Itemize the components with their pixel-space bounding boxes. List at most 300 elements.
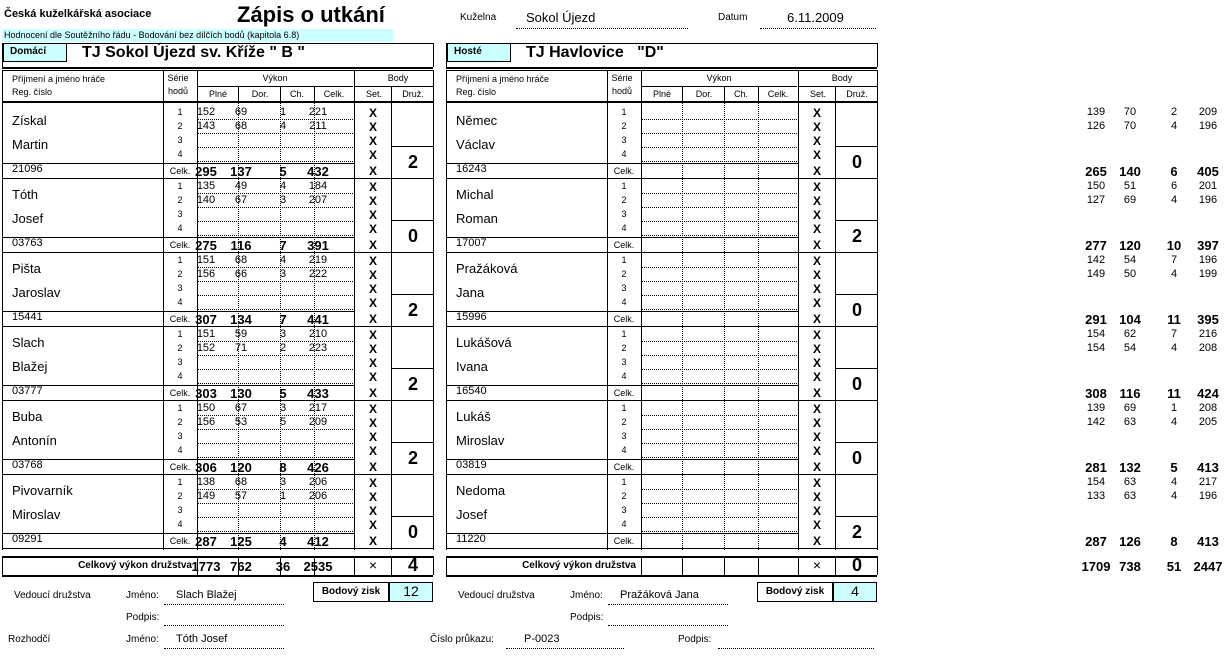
player-total-value: 413 [1197, 460, 1219, 475]
rule-line [798, 101, 799, 550]
series-value: 69 [1123, 402, 1137, 414]
player-total-value: 405 [1197, 164, 1219, 179]
set-mark: X [812, 296, 821, 310]
rule-line [354, 86, 433, 87]
series-number: 4 [177, 445, 183, 455]
player-total-label: Celk. [169, 462, 191, 472]
rule-line [197, 133, 353, 134]
series-value: 151 [196, 328, 216, 340]
player-first-name: Miroslav [12, 507, 61, 522]
player-first-name: Blažej [12, 359, 48, 374]
total-header: Celk. [323, 89, 345, 99]
series-value: 211 [309, 120, 327, 132]
rule-line [2, 474, 433, 475]
series-value: 62 [1123, 328, 1137, 340]
set-mark: X [368, 430, 377, 444]
player-total-label: Celk. [613, 536, 635, 546]
player-total-label: Celk. [613, 314, 635, 324]
venue-label: Kuželna [460, 12, 497, 23]
player-total-value: 130 [230, 386, 252, 401]
set-mark: X [812, 534, 821, 548]
rule-line [197, 101, 198, 550]
series-value: 205 [1198, 416, 1218, 428]
rule-line [446, 459, 798, 460]
series-value: 156 [196, 268, 216, 280]
series-number: 1 [177, 255, 183, 265]
series-number: 3 [621, 135, 627, 145]
series-value: 221 [308, 106, 328, 118]
player-last-name: Nedoma [456, 483, 506, 498]
set-mark: X [368, 402, 377, 416]
player-total-value: 275 [195, 238, 217, 253]
player-total-value: 307 [195, 312, 217, 327]
player-total-value: 291 [1085, 312, 1107, 327]
set-mark: X [812, 328, 821, 342]
rule-line [2, 43, 433, 44]
card-number: P-0023 [524, 633, 560, 645]
series-value: 196 [1198, 490, 1218, 502]
series-value: 7 [1170, 328, 1178, 340]
player-total-value: 441 [307, 312, 329, 327]
rule-line [433, 70, 434, 101]
rule-line [641, 309, 797, 310]
series-number: 4 [177, 297, 183, 307]
series-number: 3 [177, 357, 183, 367]
player-last-name: Michal [456, 187, 494, 202]
performance-header: Výkon [706, 73, 732, 83]
series-number: 2 [621, 491, 627, 501]
rule-line [641, 147, 797, 148]
series-number: 4 [177, 149, 183, 159]
rule-line [798, 86, 877, 87]
team-total-value: 36 [275, 559, 291, 574]
home-team-name: TJ Sokol Újezd sv. Kříže " B " [82, 44, 305, 61]
player-first-name: Jana [456, 285, 485, 300]
points-gain-value: 4 [833, 582, 877, 602]
date-label: Datum [718, 12, 748, 23]
set-mark: X [812, 194, 821, 208]
series-value: 199 [1198, 268, 1218, 280]
leader-name: Pražáková Jana [620, 589, 699, 601]
rule-line [446, 70, 447, 101]
home-label: Domácí [3, 43, 67, 62]
rule-line [446, 311, 798, 312]
player-total-value: 426 [307, 460, 329, 475]
set-mark: X [368, 504, 377, 518]
set-mark: X [812, 120, 821, 134]
series-number: 2 [177, 417, 183, 427]
series-value: 3 [279, 268, 287, 280]
series-number: 2 [177, 269, 183, 279]
rule-line [2, 163, 354, 164]
player-total-value: 8 [1170, 534, 1178, 549]
rule-line [758, 101, 759, 550]
player-total-label: Celk. [169, 536, 191, 546]
player-total-value: 391 [307, 238, 329, 253]
rule-line [835, 101, 836, 550]
player-reg-number: 03768 [12, 459, 43, 471]
set-mark: X [812, 402, 821, 416]
series-number: 2 [621, 269, 627, 279]
rule-line [758, 86, 759, 101]
series-value: 133 [1086, 490, 1106, 502]
rule-line [641, 221, 797, 222]
series-value: 151 [196, 254, 216, 266]
series-value: 135 [196, 180, 216, 192]
series-value: 206 [308, 476, 328, 488]
rule-line [197, 295, 353, 296]
rule-line [197, 457, 353, 458]
series-value: 216 [1198, 328, 1218, 340]
player-total-value: 424 [1197, 386, 1219, 401]
series-value: 54 [1123, 342, 1137, 354]
series-value: 50 [1123, 268, 1137, 280]
rule-line [197, 309, 353, 310]
series-value: 154 [1086, 328, 1106, 340]
series-value: 1 [279, 106, 287, 118]
series-value: 4 [1170, 120, 1178, 132]
rule-line [391, 220, 433, 221]
player-points: 0 [851, 152, 862, 172]
series-value: 154 [1086, 476, 1106, 488]
set-mark: X [368, 208, 377, 222]
player-first-name: Jaroslav [12, 285, 61, 300]
rule-line [641, 133, 797, 134]
rule-line [446, 178, 877, 179]
player-total-value: 281 [1085, 460, 1107, 475]
player-total-value: 432 [307, 164, 329, 179]
set-mark: X [368, 164, 377, 178]
series-value: 206 [308, 490, 328, 502]
player-total-value: 5 [279, 164, 287, 179]
rule-line [391, 516, 433, 517]
series-number: 4 [177, 519, 183, 529]
set-mark: X [812, 134, 821, 148]
full-header: Plné [208, 89, 227, 99]
series-value: 4 [1170, 416, 1178, 428]
series-value: 68 [234, 476, 248, 488]
series-value: 223 [308, 342, 328, 354]
set-mark: X [368, 180, 377, 194]
set-mark: X [812, 222, 821, 236]
series-number: 1 [621, 403, 627, 413]
series-number: 4 [621, 445, 627, 455]
rule-line [163, 101, 164, 550]
player-total-label: Celk. [613, 240, 635, 250]
set-mark: X [812, 490, 821, 504]
card-number-label: Číslo průkazu: [430, 634, 494, 645]
team-total-value: 762 [230, 559, 252, 574]
series-value: 6 [1170, 180, 1178, 192]
player-total-value: 7 [279, 238, 287, 253]
rule-line [197, 383, 353, 384]
series-value: 69 [1123, 194, 1137, 206]
rule-line [446, 67, 877, 69]
rule-line [197, 517, 353, 518]
rule-line [682, 556, 683, 575]
player-name-header: Příjmení a jméno hráče [12, 74, 106, 84]
set-mark: X [812, 518, 821, 532]
series-number: 3 [177, 209, 183, 219]
series-value: 209 [1198, 106, 1218, 118]
series-number: 1 [621, 107, 627, 117]
set-mark: X [368, 254, 377, 268]
clearance-header: Dor. [695, 89, 713, 99]
series-value: 3 [279, 328, 287, 340]
player-total-value: 395 [1197, 312, 1219, 327]
rule-line [641, 281, 797, 282]
player-last-name: Němec [456, 113, 498, 128]
series-value: 209 [308, 416, 328, 428]
set-mark: X [812, 238, 821, 252]
player-total-value: 433 [307, 386, 329, 401]
rule-line [641, 70, 642, 101]
series-number: 4 [621, 371, 627, 381]
player-total-value: 125 [230, 534, 252, 549]
series-value: 154 [1086, 342, 1106, 354]
rule-line [2, 385, 354, 386]
rule-line [641, 161, 797, 162]
player-first-name: Václav [456, 137, 496, 152]
set-mark: X [812, 106, 821, 120]
rule-line [682, 86, 683, 101]
rule-line [835, 516, 877, 517]
series-number: 4 [621, 223, 627, 233]
player-points: 2 [851, 522, 862, 542]
player-total-value: 137 [230, 164, 252, 179]
player-total-value: 5 [279, 386, 287, 401]
player-last-name: Pivovarník [12, 483, 73, 498]
rule-line [2, 43, 3, 67]
series-value: 149 [196, 490, 216, 502]
series-value: 208 [1198, 342, 1218, 354]
series-number: 1 [621, 477, 627, 487]
set-mark: X [368, 518, 377, 532]
player-reg-number: 03777 [12, 385, 43, 397]
player-total-label: Celk. [169, 388, 191, 398]
player-reg-number: 15996 [456, 311, 487, 323]
rule-line [724, 556, 725, 575]
set-header: Set. [809, 89, 826, 99]
series-value: 66 [234, 268, 248, 280]
rule-line [280, 86, 281, 101]
series-value: 222 [308, 268, 328, 280]
series-number: 1 [177, 181, 183, 191]
leader-name-label: Jméno: [126, 590, 159, 601]
rule-line [2, 575, 433, 577]
rule-line [835, 86, 836, 101]
player-points: 0 [851, 300, 862, 320]
series-value: 4 [1170, 490, 1178, 502]
player-total-value: 397 [1197, 238, 1219, 253]
rule-line [2, 237, 354, 238]
series-value: 196 [1198, 194, 1218, 206]
set-mark: X [812, 370, 821, 384]
venue-value: Sokol Újezd [526, 10, 596, 25]
rule-line [2, 311, 354, 312]
rule-line [798, 556, 799, 575]
rule-line [446, 474, 877, 475]
series-number: 3 [621, 209, 627, 219]
player-reg-number: 16243 [456, 163, 487, 175]
rule-line [354, 101, 355, 550]
rule-line [641, 443, 797, 444]
team-total-label: Celkový výkon družstva [522, 560, 636, 571]
set-mark: X [368, 222, 377, 236]
date-value: 6.11.2009 [787, 10, 844, 25]
series-header-2: hodů [167, 86, 189, 96]
rule-line [164, 604, 284, 605]
full-header: Plné [652, 89, 671, 99]
series-value: 3 [279, 402, 287, 414]
player-total-value: 287 [195, 534, 217, 549]
rule-line [641, 556, 642, 575]
set-mark: X [812, 342, 821, 356]
player-points: 0 [407, 522, 418, 542]
player-total-value: 295 [195, 164, 217, 179]
clearance-header: Dor. [251, 89, 269, 99]
rule-line [446, 385, 798, 386]
rule-line [877, 101, 878, 550]
rule-line [446, 163, 798, 164]
referee-label: Rozhodčí [8, 634, 51, 645]
rule-line [641, 531, 797, 532]
leader-sign-label: Podpis: [126, 612, 160, 623]
rule-line [835, 294, 877, 295]
series-value: 71 [234, 342, 248, 354]
series-value: 152 [196, 342, 216, 354]
reg-number-header: Reg. číslo [12, 87, 53, 97]
rule-line [197, 503, 353, 504]
player-reg-number: 21096 [12, 163, 43, 175]
series-value: 59 [234, 328, 248, 340]
player-total-value: 5 [1170, 460, 1178, 475]
set-mark: X [812, 180, 821, 194]
series-number: 1 [177, 107, 183, 117]
rule-line [2, 70, 3, 101]
set-mark: X [812, 356, 821, 370]
rule-line [2, 548, 433, 549]
series-value: 57 [234, 490, 248, 502]
rule-line [2, 533, 354, 534]
points-gain-label: Bodový zisk [313, 582, 389, 602]
player-reg-number: 16540 [456, 385, 487, 397]
set-mark-lower: × [368, 557, 378, 573]
player-total-value: 120 [1119, 238, 1141, 253]
leader-name-label: Jméno: [570, 590, 603, 601]
rule-line [835, 368, 877, 369]
set-mark: X [368, 534, 377, 548]
series-header: Série [167, 73, 189, 83]
team-points-total: 0 [851, 555, 862, 575]
player-total-label: Celk. [613, 462, 635, 472]
player-total-value: 116 [230, 238, 252, 253]
rule-line [197, 86, 353, 87]
team-points-total: 4 [407, 555, 418, 575]
rule-line [758, 556, 759, 575]
player-total-value: 287 [1085, 534, 1107, 549]
series-value: 2 [279, 342, 287, 354]
rule-line [391, 146, 433, 147]
player-total-label: Celk. [613, 166, 635, 176]
series-number: 4 [621, 519, 627, 529]
rule-line [446, 43, 447, 67]
series-number: 4 [621, 297, 627, 307]
series-value: 217 [1198, 476, 1218, 488]
series-value: 3 [279, 476, 287, 488]
rule-line [641, 369, 797, 370]
rule-line [238, 86, 239, 101]
series-number: 3 [621, 357, 627, 367]
player-points: 0 [851, 448, 862, 468]
rule-line [2, 67, 433, 69]
away-label: Hosté [447, 43, 511, 62]
set-mark: X [368, 356, 377, 370]
page-title: Zápis o utkání [237, 2, 385, 27]
player-total-value: 412 [307, 534, 329, 549]
series-value: 69 [234, 106, 248, 118]
series-number: 1 [177, 403, 183, 413]
team-total-value: 1773 [191, 559, 221, 574]
leader-sign-label: Podpis: [570, 612, 604, 623]
set-mark: X [812, 282, 821, 296]
rule-line [641, 355, 797, 356]
series-number: 3 [177, 283, 183, 293]
rule-line [641, 207, 797, 208]
player-total-value: 413 [1197, 534, 1219, 549]
rule-line [682, 101, 683, 550]
series-header: Série [611, 73, 633, 83]
series-value: 196 [1198, 120, 1218, 132]
points-gain-value: 12 [389, 582, 433, 602]
rule-line [607, 70, 608, 101]
set-mark: X [812, 416, 821, 430]
rule-line [724, 101, 725, 550]
series-value: 150 [1086, 180, 1106, 192]
rule-line [197, 443, 353, 444]
set-mark: X [812, 476, 821, 490]
series-value: 4 [279, 254, 287, 266]
rule-line [197, 429, 353, 430]
player-total-value: 10 [1166, 238, 1182, 253]
player-first-name: Josef [12, 211, 44, 226]
rule-line [641, 341, 797, 342]
rule-line [641, 429, 797, 430]
series-number: 1 [621, 181, 627, 191]
series-number: 2 [177, 343, 183, 353]
team-total-value: 2447 [1193, 559, 1223, 574]
player-first-name: Martin [12, 137, 49, 152]
series-value: 63 [1123, 476, 1137, 488]
series-number: 3 [177, 431, 183, 441]
player-total-value: 277 [1085, 238, 1107, 253]
set-mark: X [368, 312, 377, 326]
rule-line [197, 281, 353, 282]
rule-line [164, 625, 284, 626]
team-total-value: 1709 [1081, 559, 1111, 574]
rule-line [724, 86, 725, 101]
player-total-value: 11 [1167, 386, 1181, 401]
rule-line [197, 147, 353, 148]
player-total-value: 132 [1119, 460, 1141, 475]
reg-number-header: Reg. číslo [456, 87, 497, 97]
set-mark: X [812, 164, 821, 178]
series-number: 4 [177, 223, 183, 233]
series-number: 2 [177, 121, 183, 131]
total-header: Celk. [767, 89, 789, 99]
player-total-value: 265 [1085, 164, 1107, 179]
set-mark: X [368, 134, 377, 148]
